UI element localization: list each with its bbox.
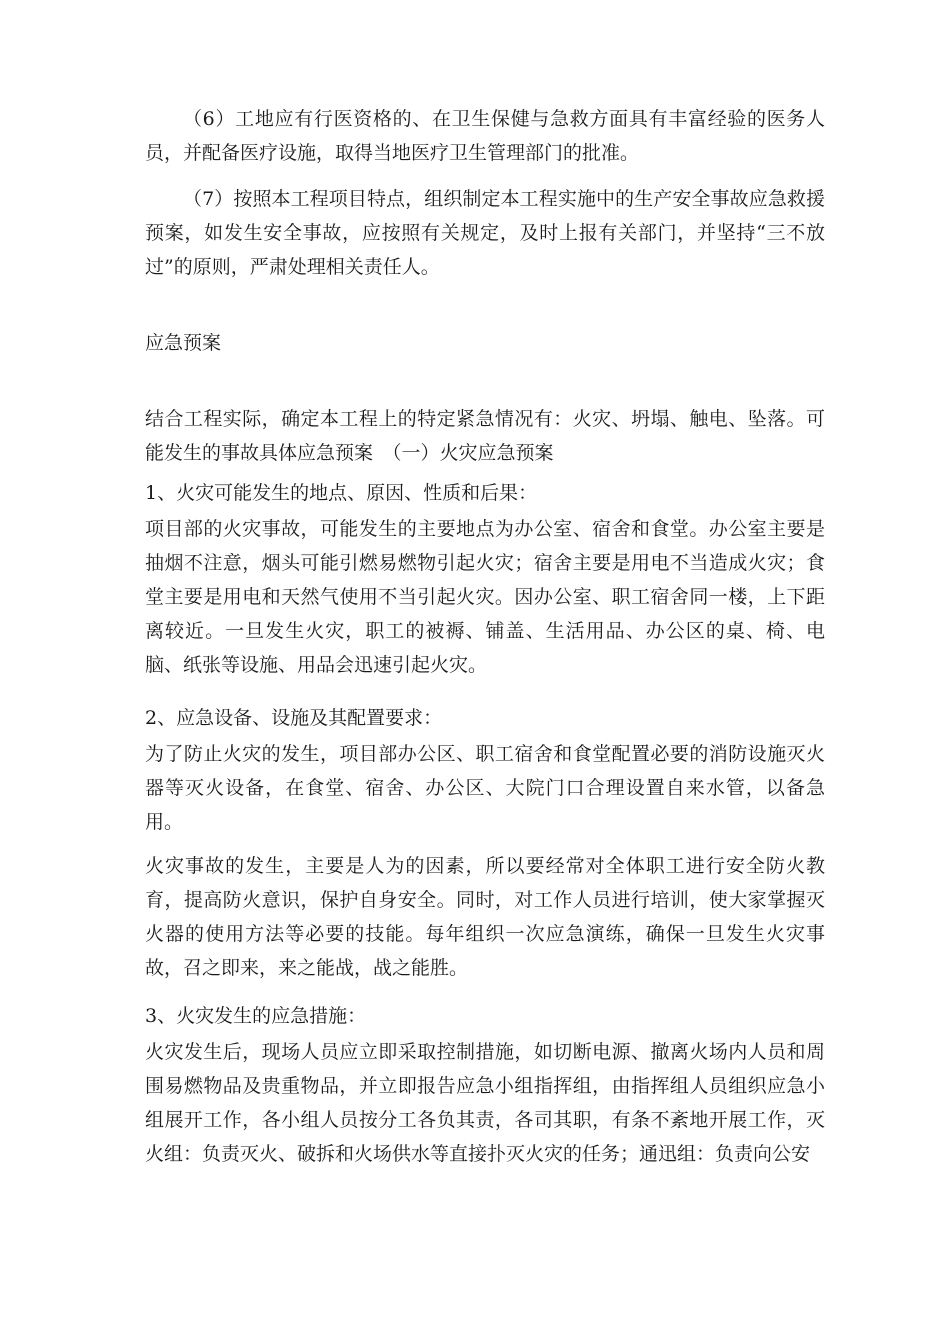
subsection-body-2b: 火灾事故的发生，主要是人为的因素，所以要经常对全体职工进行安全防火教育，提高防火意识，保护自身安全。同时，对工作人员进行培训，使大家掌握灭火器的使用方法等必要的技能。每年组织一次应急演练，确保一旦发生火灾事故，召之即来，来之能战，战之能胜。 <box>145 855 825 979</box>
subsection-title-3: 3、火灾发生的应急措施： <box>145 1005 367 1027</box>
paragraph-item-6: （6）工地应有行医资格的、在卫生保健与急救方面具有丰富经验的医务人员，并配备医疗设施，取得当地医疗卫生管理部门的批准。 <box>145 108 825 164</box>
subsection-title-2: 2、应急设备、设施及其配置要求： <box>145 707 443 729</box>
subsection-body-3: 火灾发生后，现场人员应立即采取控制措施，如切断电源、撤离火场内人员和周围易燃物品及贵重物品，并立即报告应急小组指挥组，由指挥组人员组织应急小组展开工作，各小组人员按分工各负其责，各司其职，有条不紊地开展工作，灭火组：负责灭火、破拆和火场供水等直接扑灭火灾的任务；通迅组：负责向公安 <box>145 1041 825 1165</box>
intro-paragraph: 结合工程实际，确定本工程上的特定紧急情况有：火灾、坍塌、触电、坠落。可能发生的事故具体应急预案 （一）火灾应急预案 <box>145 408 825 464</box>
subsection-body-2: 为了防止火灾的发生，项目部办公区、职工宿舍和食堂配置必要的消防设施灭火器等灭火设备，在食堂、宿舍、办公区、大院门口合理设置自来水管，以备急用。 <box>145 743 825 833</box>
section-heading: 应急预案 <box>145 332 222 354</box>
subsection-title-1: 1、火灾可能发生的地点、原因、性质和后果： <box>145 482 538 504</box>
subsection-body-1: 项目部的火灾事故，可能发生的主要地点为办公室、宿舍和食堂。办公室主要是抽烟不注意，烟头可能引燃易燃物引起火灾；宿舍主要是用电不当造成火灾；食堂主要是用电和天然气使用不当引起火灾。因办公室、职工宿舍同一楼，上下距离较近。一旦发生火灾，职工的被褥、铺盖、生活用品、办公区的桌、椅、电脑、纸张等设施、用品会迅速引起火灾。 <box>145 518 825 676</box>
paragraph-item-7: （7）按照本工程项目特点，组织制定本工程实施中的生产安全事故应急救援预案，如发生安全事故，应按照有关规定，及时上报有关部门，并坚持“三不放过”的原则，严肃处理相关责任人。 <box>145 188 825 278</box>
